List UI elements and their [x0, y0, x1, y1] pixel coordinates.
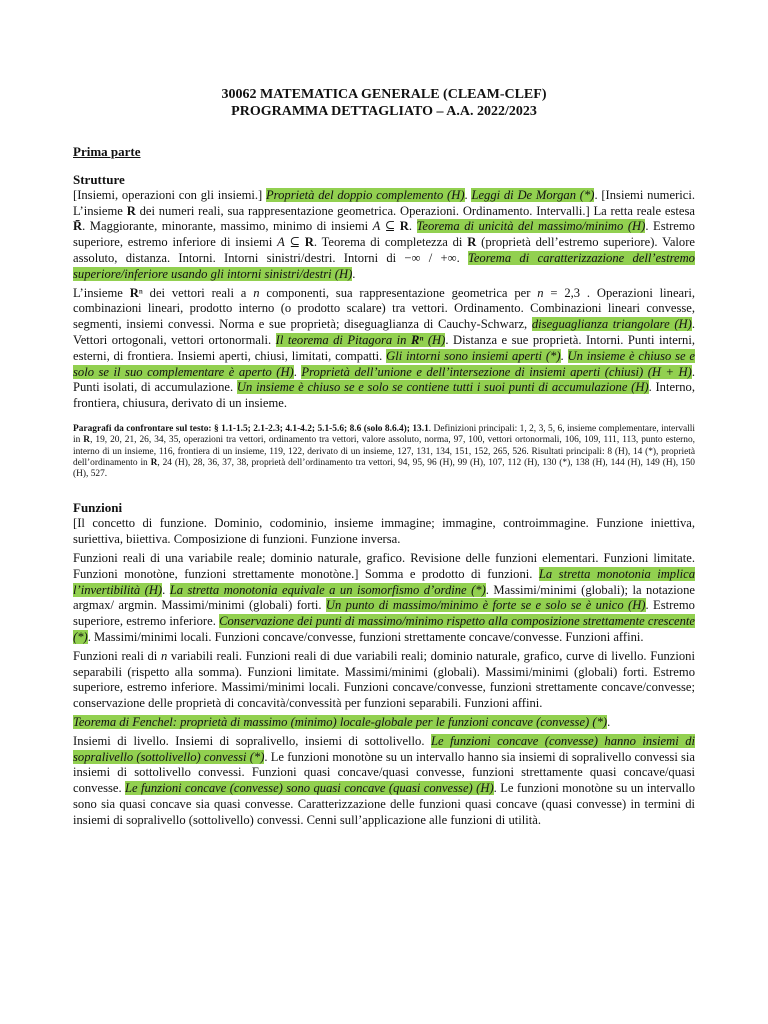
text-run: . Punti isolati, di accumulazione. [73, 364, 695, 395]
highlighted-text: diseguaglianza triangolare (H) [531, 317, 692, 332]
text-run: R [129, 285, 139, 300]
funzioni-paragraph-1 [73, 516, 695, 548]
text-run: . Teorema di completezza di [313, 235, 468, 250]
funzioni-paragraph-5 [73, 734, 695, 829]
highlighted-text: Un insieme è chiuso se e solo se contiene tutti i suoi punti di accumulazione (H) [236, 380, 649, 395]
text-run: A ⊆ [277, 235, 305, 250]
highlighted-text: ⁿ (H) [419, 332, 446, 347]
text-run: Insiemi di livello. Insiemi di sopralivello, insiemi di sottolivello. [73, 733, 431, 748]
highlighted-text: Leggi di De Morgan (*) [471, 187, 595, 202]
text-run: . [352, 266, 356, 281]
text-run: . [464, 187, 472, 202]
text-run: L’insieme [73, 285, 130, 300]
text-run: (proprietà dell’estremo superiore). Valore assoluto, distanza. Intorni. Intorni sinistri/destri. Intorni di −∞ / +∞. [73, 235, 695, 265]
text-run: variabili reali. Funzioni reali di due variabili reali; dominio naturale, grafico, curve di livello. Funzioni separabili (rispetto alla somma). Funzioni limitate. Massimi/minimi (globali). Massimi/minimi (globali) forti. Estremo superiore, estremo inferiore. Massimi/minimi locali. Funzioni concave/convesse, funzioni strettamente concave/convesse; conservazione delle proprietà di concavità/convessità per funzioni separabili. Funzioni affini. [73, 648, 695, 711]
text-run: n [160, 648, 168, 663]
text-run: , 24 (H), 28, 36, 37, 38, proprietà dell’ordinamento tra vettori, 94, 95, 96 (H), 99 (H), 107, 112 (H), 130 (*), 138 (H), 144 (H), 149 (H), 150 (H), 527. [73, 457, 695, 480]
text-run: . Maggiorante, minorante, massimo, minimo di insiemi [82, 219, 373, 234]
highlighted-text: Un punto di massimo/minimo è forte se e solo se è unico (H) [325, 598, 646, 613]
funzioni-paragraph-4 [73, 715, 695, 731]
text-run: . Vettori ortogonali, vettori ortonormali. [73, 317, 695, 347]
course-title: 30062 MATEMATICA GENERALE (CLEAM-CLEF) [221, 87, 547, 102]
text-run: . Le funzioni monotòne su un intervallo hanno sia insiemi di sopralivello convessi sia insiemi di sottolivello convessi. Funzioni quasi concave/quasi convesse, funzioni strettamente quasi concave/quasi convesse. [73, 749, 695, 796]
funzioni-paragraph-2 [73, 551, 695, 646]
highlighted-text: Teorema di caratterizzazione dell’estremo superiore/inferiore usando gli intorni sinistri/destri (H) [73, 250, 695, 281]
text-run: R [126, 203, 136, 218]
strutture-references [73, 424, 695, 480]
text-run: Funzioni reali di una variabile reale; dominio naturale, grafico. Revisione delle funzioni elementari. Funzioni limitate. Funzioni monotòne, funzioni strettamente monotòne.] Somma e prodotto di funzioni. [73, 551, 695, 581]
text-run: , 19, 20, 21, 26, 34, 35, operazioni tra vettori, ordinamento tra vettori, valore assoluto, norma, 97, 100, vettori ortonormali, 106, 109, 111, 113, punto esterno, interno di un insieme, 116, frontiera di un insieme, 119, 122, derivato di un insieme, 127, 131, 134, 151, 152, 265, 526. Risultati principali: 8 (H), 14 (*), proprietà dell’ordinamento in [73, 435, 695, 468]
text-run: A ⊆ [372, 219, 400, 234]
highlighted-text: Conservazione dei punti di massimo/minimo rispetto alla composizione strettamente crescente (*) [73, 614, 696, 645]
text-run: . [Insiemi numerici. L’insieme [73, 187, 695, 218]
text-run: . Massimi/minimi locali. Funzioni concave/convesse, funzioni strettamente concave/convesse. Funzioni affini. [87, 630, 644, 645]
text-run: R [304, 235, 314, 250]
highlighted-text: Teorema di unicità del massimo/minimo (H) [416, 219, 646, 234]
highlighted-text: Proprietà del doppio complemento (H) [265, 187, 465, 202]
text-run: . Definizioni principali: 1, 2, 3, 5, 6, insieme complementare, intervalli in [73, 423, 695, 446]
text-run: . Estremo superiore, estremo inferiore di insiemi [73, 219, 695, 250]
text-run: . [162, 582, 170, 597]
funzioni-paragraph-3 [73, 649, 695, 712]
highlighted-text: Il teorema di Pitagora in [275, 332, 411, 347]
strutture-paragraph-1 [73, 188, 695, 283]
program-title: PROGRAMMA DETTAGLIATO – A.A. 2022/2023 [231, 104, 537, 119]
text-run: Paragrafi da confrontare sul testo: § 1.1-1.5; 2.1-2.3; 4.1-4.2; 5.1-5.6; 8.6 (solo 8.6.4); 13.1 [73, 423, 429, 434]
text-run: R̄ [73, 219, 83, 234]
text-run: . Interno, frontiera, chiusura, derivato di un insieme. [73, 380, 696, 411]
section-heading-strutture: Strutture [73, 171, 125, 187]
text-run: [Il concetto di funzione. Dominio, codominio, insieme immagine; immagine, controimmagine. Funzione iniettiva, suriettiva, biiettiva. Composizione di funzioni. Funzione inversa. [73, 516, 695, 547]
highlighted-text: La stretta monotonia equivale a un isomorfismo d’ordine (*) [169, 582, 486, 597]
text-run: . Massimi/minimi (globali); la notazione argmax/ argmin. Massimi/minimi (globali) forti. [73, 582, 695, 613]
text-run: ⁿ dei vettori reali a [138, 285, 254, 300]
highlighted-text: Teorema di Fenchel: proprietà di massimo (minimo) locale-globale per le funzioni concave (convesse) (*) [73, 715, 608, 729]
text-run: Funzioni reali di [73, 648, 161, 663]
highlighted-text: La stretta monotonia implica l’invertibilità (H) [73, 566, 695, 597]
text-run: componenti, sua rappresentazione geometrica per [259, 285, 538, 300]
text-run: . Estremo superiore, estremo inferiore. [73, 598, 695, 629]
section-heading-funzioni: Funzioni [73, 500, 123, 516]
text-run: n [253, 285, 260, 300]
strutture-paragraph-2 [73, 286, 695, 412]
text-run: . [607, 715, 611, 729]
text-run: . [293, 364, 302, 379]
text-run: . [560, 348, 568, 363]
text-run: n [537, 285, 544, 300]
highlighted-text: Le funzioni concave (convesse) hanno insiemi di sopralivello (sottolivello) convessi (*) [73, 733, 695, 764]
text-run: R [399, 219, 409, 234]
text-run: R [83, 435, 91, 446]
highlighted-text: Gli intorni sono insiemi aperti (*) [386, 348, 561, 363]
text-run: R [467, 235, 477, 250]
text-run: dei numeri reali, sua rappresentazione geometrica. Operazioni. Ordinamento. Intervalli.] La retta reale estesa [135, 203, 695, 218]
text-run: R [150, 457, 158, 468]
text-run: . Le funzioni monotòne su un intervallo sono sia quasi concave sia quasi convesse. Caratterizzazione delle funzioni quasi concave (quasi convesse) in termini di insiemi di sopralivello (sottolivello) convessi. Cenni sull’applicazione alle funzioni di utilità. [73, 781, 695, 827]
highlighted-text: Un insieme è chiuso se e solo se il suo complementare è aperto (H) [73, 348, 695, 379]
text-run: [Insiemi, operazioni con gli insiemi.] [73, 187, 266, 202]
part-heading: Prima parte [73, 144, 141, 159]
highlighted-text: Proprietà dell’unione e dell’intersezione di insiemi aperti (chiusi) (H + H) [301, 364, 692, 379]
text-run: . [408, 219, 417, 234]
document-page [73, 86, 695, 829]
text-run: = 2,3 . Operazioni lineari, combinazioni lineari, prodotto interno (o prodotto scalare) tra vettori. Ordinamento. Combinazioni lineari convesse, segmenti, insiemi convessi. Norma e sue proprietà; diseguaglianza di Cauchy-Schwarz, [73, 285, 695, 332]
text-run: . Distanza e sue proprietà. Intorni. Punti interni, esterni, di frontiera. Insiemi aperti, chiusi, limitati, compatti. [73, 332, 695, 363]
highlighted-text: Le funzioni concave (convesse) sono quasi concave (quasi convesse) (H) [125, 781, 494, 796]
highlighted-text: R [410, 332, 420, 347]
